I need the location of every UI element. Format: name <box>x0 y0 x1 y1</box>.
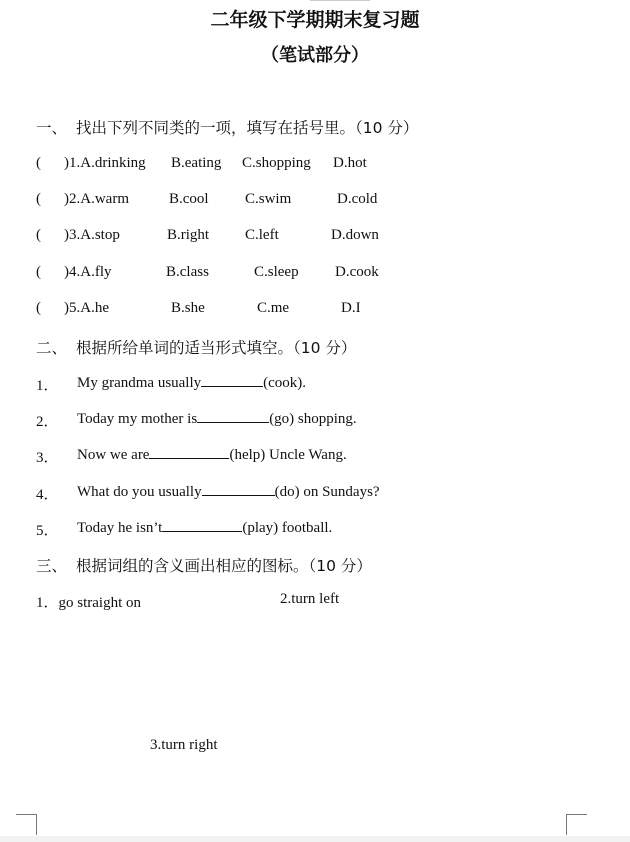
page-bottom-edge <box>0 836 630 842</box>
page-subtitle: （笔试部分） <box>261 45 369 66</box>
list-item: Today my mother is (go) shopping. <box>77 411 357 427</box>
section-3-number: 三、 <box>36 557 68 575</box>
list-item: Today he isn’t (play) football. <box>77 520 333 536</box>
option-c: C.sleep <box>254 264 299 280</box>
list-item: Now we are (help) Uncle Wang. <box>77 447 347 463</box>
list-item: ( <box>36 227 41 243</box>
list-item: ( <box>36 300 41 316</box>
item-number: 1． <box>36 378 59 394</box>
question-stem: )3.A.stop <box>64 227 120 243</box>
section-1-title: 找出下列不同类的一项，填写在括号里。（10 分） <box>76 119 419 137</box>
section-1-heading <box>36 116 418 138</box>
option-d: D.down <box>331 227 379 243</box>
option-c: C.left <box>245 227 279 243</box>
item-number: 3． <box>36 450 59 466</box>
option-c: C.shopping <box>242 155 311 171</box>
section-2-number: 二、 <box>36 339 68 357</box>
list-item: ( <box>36 155 41 171</box>
answer-blank[interactable] <box>162 519 242 532</box>
answer-blank[interactable] <box>149 446 229 459</box>
option-b: B.she <box>171 300 205 316</box>
option-b: B.cool <box>169 191 209 207</box>
list-item: What do you usually (do) on Sundays? <box>77 484 380 500</box>
page-corner-mark-left <box>16 814 37 835</box>
item-number: 5． <box>36 523 59 539</box>
item-number: 4． <box>36 487 59 503</box>
option-b: B.class <box>166 264 209 280</box>
option-d: D.cook <box>335 264 379 280</box>
page-corner-mark-right <box>566 814 587 835</box>
answer-blank[interactable] <box>202 483 275 496</box>
item-number: 2． <box>36 414 59 430</box>
list-item: ( <box>36 264 41 280</box>
section-3-title: 根据词组的含义画出相应的图标。（10 分） <box>76 557 372 575</box>
question-stem: )5.A.he <box>64 300 109 316</box>
answer-blank[interactable] <box>197 410 269 423</box>
list-item: ( <box>36 191 41 207</box>
option-b: B.eating <box>171 155 222 171</box>
page-title: 二年级下学期期末复习题 <box>210 9 420 31</box>
drawing-item-2: 2.turn left <box>280 591 340 607</box>
drawing-item-3: 3.turn right <box>150 737 218 753</box>
question-stem: )1.A.drinking <box>64 155 146 171</box>
header-rule <box>310 0 370 1</box>
option-c: C.swim <box>245 191 292 207</box>
section-2-title: 根据所给单词的适当形式填空。（10 分） <box>76 339 357 357</box>
drawing-item-1: 1．go straight on <box>36 595 141 611</box>
option-b: B.right <box>167 227 210 243</box>
option-d: D.hot <box>333 155 367 171</box>
question-stem: )2.A.warm <box>64 191 129 207</box>
section-3-heading <box>36 554 372 576</box>
section-2-heading <box>36 336 356 358</box>
option-d: D.cold <box>337 191 378 207</box>
option-d: D.I <box>341 300 361 316</box>
list-item: My grandma usually (cook). <box>77 375 307 391</box>
section-1-number: 一、 <box>36 119 68 137</box>
option-c: C.me <box>257 300 290 316</box>
answer-blank[interactable] <box>201 374 263 387</box>
question-stem: )4.A.fly <box>64 264 112 280</box>
